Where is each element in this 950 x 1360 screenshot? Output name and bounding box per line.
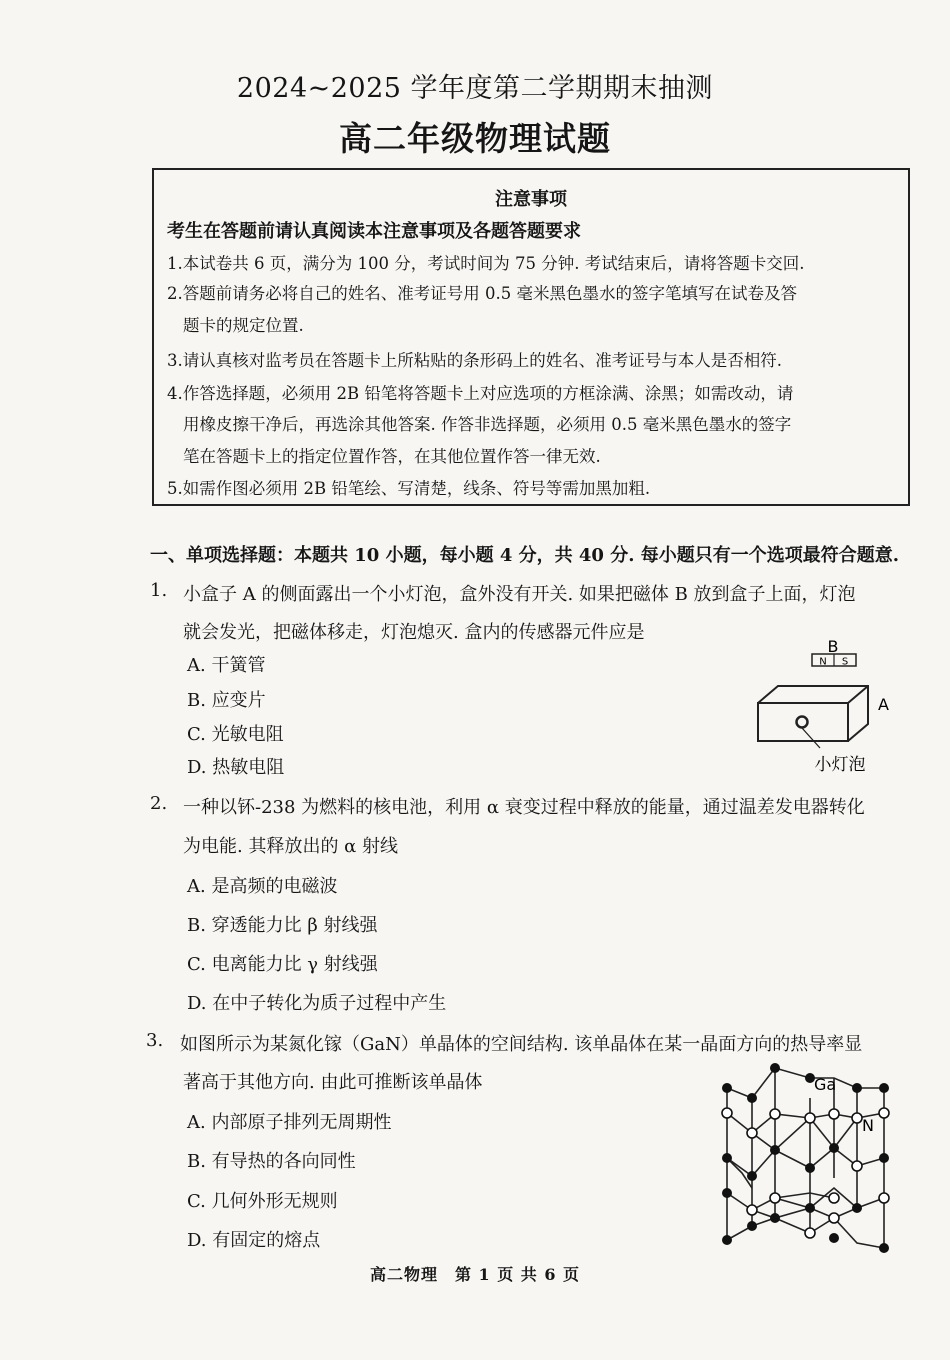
page-footer: 高二物理 第 1 页 共 6 页 — [369, 1265, 581, 1284]
box-label: A — [878, 695, 889, 714]
question-text: 就会发光，把磁体移走，灯泡熄灭. 盒内的传感器元件应是 — [183, 622, 645, 643]
notice-heading: 注意事项 — [495, 189, 567, 210]
question-text: 小盒子 A 的侧面露出一个小灯泡，盒外没有开关. 如果把磁体 B 放到盒子上面，灯泡 — [183, 584, 856, 605]
option-c: C. 电离能力比 γ 射线强 — [187, 954, 378, 975]
option-b: B. 有导热的各向同性 — [187, 1151, 356, 1172]
option-a: A. 干簧管 — [187, 655, 266, 676]
exam-year-title: 2024~2025 学年度第二学期期末抽测 — [236, 73, 714, 104]
notice-line: 笔在答题卡上的指定位置作答，在其他位置作答一律无效. — [183, 447, 601, 466]
question-text: 如图所示为某氮化镓（GaN）单晶体的空间结构. 该单晶体在某一晶面方向的热导率显 — [180, 1034, 863, 1055]
question-text: 一种以钚-238 为燃料的核电池，利用 α 衰变过程中释放的能量，通过温差发电器转化 — [183, 797, 865, 818]
notice-line: 1.本试卷共 6 页，满分为 100 分，考试时间为 75 分钟. 考试结束后，请将答题卡交回. — [167, 254, 805, 273]
notice-line: 4.作答选择题，必须用 2B 铅笔将答题卡上对应选项的方框涂满、涂黑；如需改动，请 — [167, 384, 794, 403]
option-a: A. 是高频的电磁波 — [187, 876, 338, 897]
option-c: C. 光敏电阻 — [187, 724, 284, 745]
option-d: D. 在中子转化为质子过程中产生 — [187, 993, 447, 1014]
box-magnet-figure — [745, 636, 905, 780]
box-a-icon — [758, 686, 868, 741]
notice-line: 5.如需作图必须用 2B 铅笔绘、写清楚，线条、符号等需加黑加粗. — [167, 479, 651, 498]
question-number: 3. — [146, 1030, 164, 1051]
question-number: 2. — [150, 793, 168, 814]
magnet-s-label: S — [841, 656, 849, 668]
option-b: B. 穿透能力比 β 射线强 — [187, 915, 378, 936]
notice-intro: 考生在答题前请认真阅读本注意事项及各题答题要求 — [167, 221, 581, 242]
magnet-n-label: N — [819, 656, 827, 668]
bulb-pointer — [802, 728, 820, 748]
ga-label: Ga — [814, 1075, 837, 1094]
notice-line: 3.请认真核对监考员在答题卡上所粘贴的条形码上的姓名、准考证号与本人是否相符. — [167, 351, 782, 370]
notice-line: 2.答题前请务必将自己的姓名、准考证号用 0.5 毫米黑色墨水的签字笔填写在试卷及答 — [167, 284, 797, 303]
ga-atom-icons — [722, 1063, 889, 1253]
notice-line: 题卡的规定位置. — [183, 316, 304, 335]
option-d: D. 热敏电阻 — [187, 757, 285, 778]
notice-box — [152, 168, 910, 506]
notice-line: 用橡皮擦干净后，再选涂其他答案. 作答非选择题，必须用 0.5 毫米黑色墨水的签字 — [183, 415, 792, 434]
bulb-icon — [797, 717, 808, 728]
question-text: 著高于其他方向. 由此可推断该单晶体 — [183, 1072, 483, 1093]
gan-crystal-figure — [712, 1058, 898, 1258]
n-label: N — [862, 1116, 874, 1135]
option-b: B. 应变片 — [187, 690, 266, 711]
question-number: 1. — [150, 580, 168, 601]
magnet-label: B — [827, 637, 839, 656]
option-d: D. 有固定的熔点 — [187, 1230, 321, 1251]
section-heading: 一、单项选择题：本题共 10 小题，每小题 4 分，共 40 分. 每小题只有一个选项最符合题意. — [150, 545, 900, 566]
bulb-label: 小灯泡 — [814, 755, 866, 775]
option-c: C. 几何外形无规则 — [187, 1191, 338, 1212]
exam-main-title: 高二年级物理试题 — [339, 119, 611, 158]
question-text: 为电能. 其释放出的 α 射线 — [183, 836, 399, 857]
option-a: A. 内部原子排列无周期性 — [187, 1112, 392, 1133]
magnet-icon — [812, 654, 856, 668]
